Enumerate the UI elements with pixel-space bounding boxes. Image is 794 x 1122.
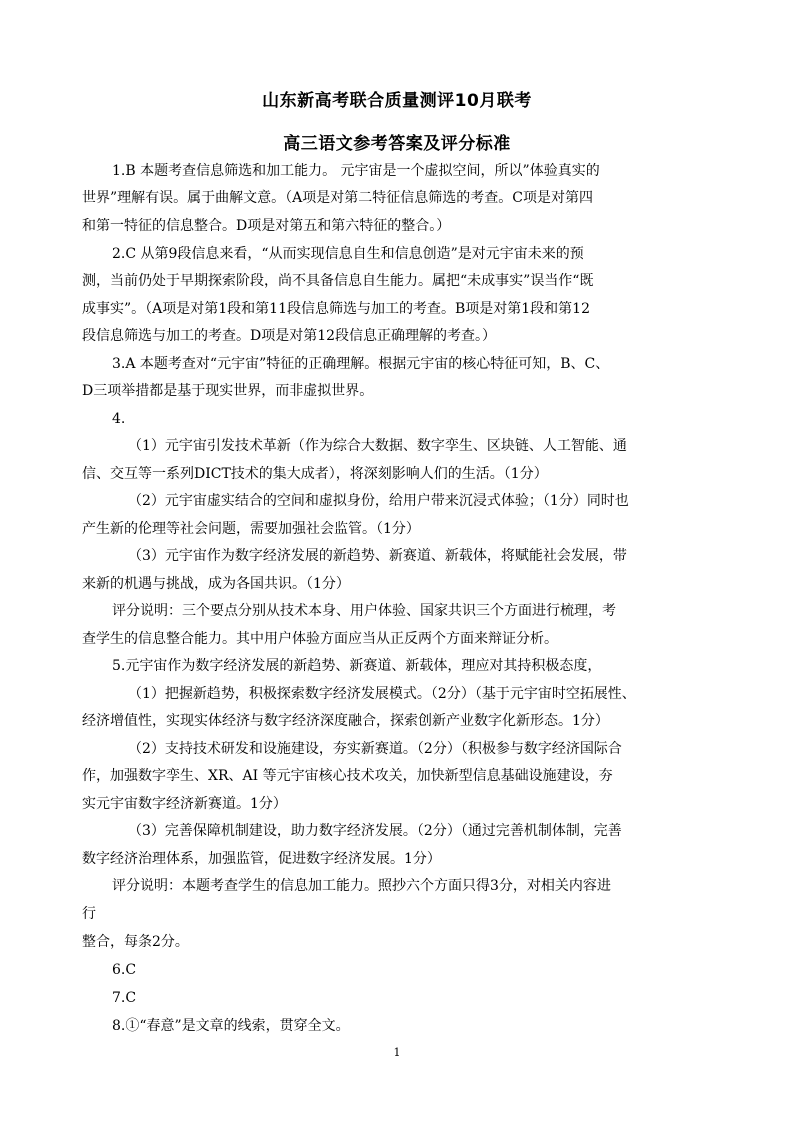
text-line: （1）元宇宙引发技术革新（作为综合大数据、数字孪生、区块链、人工智能、通: [128, 438, 627, 454]
text-line: 数字经济治理体系，加强监管，促进数字经济发展。1分）: [82, 851, 441, 867]
text-line: D三项举措都是基于现实世界，而非虚拟世界。: [82, 383, 374, 399]
document-title: 山东新高考联合质量测评10月联考: [262, 91, 532, 111]
text-line: 测，当前仍处于早期探索阶段，尚不具备信息自生能力。属把“未成事实”误当作“既: [82, 273, 594, 289]
text-line: 查学生的信息整合能力。其中用户体验方面应当从正反两个方面来辩证分析。: [82, 631, 558, 647]
text-line: （3）完善保障机制建设，助力数字经济发展。（2分）（通过完善机制体制，完善: [128, 823, 622, 839]
text-line: 评分说明：三个要点分别从技术本身、用户体验、国家共识三个方面进行梳理，考: [112, 603, 616, 619]
text-line: 信、交互等一系列DICT技术的集大成者），将深刻影响人们的生活。（1分）: [82, 466, 548, 482]
text-line: 成事实”。（A项是对第1段和第11段信息筛选与加工的考查。B项是对第1段和第12: [82, 301, 590, 317]
text-line: 和第一特征的信息整合。D项是对第五和第六特征的整合。）: [82, 218, 451, 234]
text-line: 5.元宇宙作为数字经济发展的新趋势、新赛道、新载体，理应对其持积极态度，: [112, 658, 602, 674]
document-subtitle: 高三语文参考答案及评分标准: [283, 134, 511, 154]
text-line: 3.A 本题考查对“元宇宙”特征的正确理解。根据元宇宙的核心特征可知，B、C、: [112, 356, 610, 372]
text-line: 产生新的伦理等社会问题，需要加强社会监管。（1分）: [82, 521, 420, 537]
text-line: 段信息筛选与加工的考查。D项是对第12段信息正确理解的考查。）: [82, 328, 497, 344]
text-line: （1）把握新趋势，积极探索数字经济发展模式。（2分）（基于元宇宙时空拓展性、: [128, 686, 636, 702]
text-line: （2）元宇宙虚实结合的空间和虚拟身份，给用户带来沉浸式体验；（1分）同时也: [128, 493, 629, 509]
text-line: 6.C: [112, 962, 137, 978]
text-line: 4.: [112, 411, 126, 427]
text-line: 8.①“春意”是文章的线索，贯穿全文。: [112, 1018, 350, 1034]
text-line: 实元宇宙数字经济新赛道。1分）: [82, 796, 287, 812]
text-line: 7.C: [112, 990, 137, 1006]
text-line: 2.C 从第9段信息来看，“从而实现信息自生和信息创造”是对元宇宙未来的预: [112, 246, 584, 262]
text-line: 世界”理解有误。属于曲解文意。（A项是对第二特征信息筛选的考查。C项是对第四: [82, 190, 593, 206]
text-line: （3）元宇宙作为数字经济发展的新趋势、新赛道、新载体，将赋能社会发展，带: [128, 548, 627, 564]
text-line: 整合，每条2分。: [82, 934, 189, 950]
text-line: 经济增值性，实现实体经济与数字经济深度融合，探索创新产业数字化新形态。1分）: [82, 713, 609, 729]
text-line: 作，加强数字孪生、XR、AI 等元宇宙核心技术攻关，加快新型信息基础设施建设，夯: [82, 768, 613, 784]
text-line: 来新的机遇与挑战，成为各国共识。（1分）: [82, 576, 350, 592]
page-number: 1: [393, 1046, 401, 1059]
text-line: 行: [82, 906, 96, 922]
text-line: 1.B 本题考查信息筛选和加工能力。 元宇宙是一个虚拟空间，所以”体验真实的: [112, 163, 600, 179]
text-line: 评分说明：本题考查学生的信息加工能力。照抄六个方面只得3分，对相关内容进: [112, 878, 611, 894]
text-line: （2）支持技术研发和设施建设，夯实新赛道。（2分）（积极参与数字经济国际合: [128, 741, 622, 757]
